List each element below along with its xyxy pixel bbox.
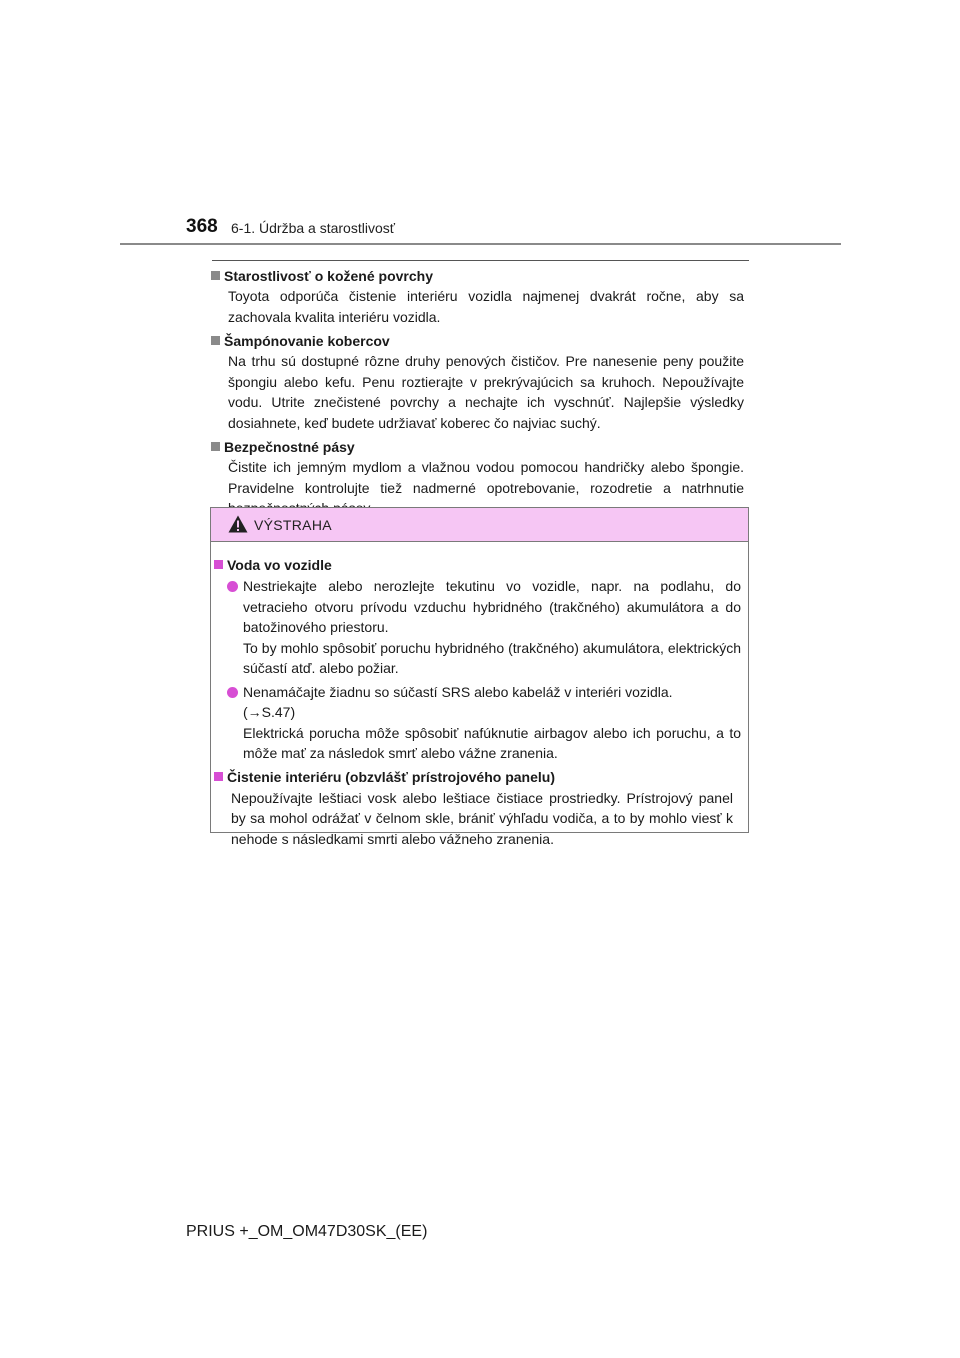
warning-triangle-icon: [228, 515, 248, 533]
warning-title: VÝSTRAHA: [254, 517, 332, 533]
content-rule: [212, 260, 749, 261]
section-heading-text: Starostlivosť o kožené povrchy: [224, 268, 433, 284]
section-heading-text: Šampónovanie kobercov: [224, 333, 390, 349]
warning-item-text: Nenamáčajte žiadnu so súčastí SRS alebo kabeláž v interiéri vozidla.: [243, 683, 673, 700]
square-bullet-icon: [211, 442, 220, 451]
warning-box: [210, 507, 749, 847]
warning-item-consequence: To by mohlo spôsobiť poruchu hybridného (trakčného) akumulátora, elektrických súčastí atď. alebo požiar.: [243, 639, 741, 676]
warning-item-text: Nestriekajte alebo nerozlejte tekutinu vo vozidle, napr. na podlahu, do vetracieho otvoru prívodu vzduchu hybridného (trakčného) akumulátora a do batožinového priestoru.: [243, 578, 741, 635]
warning-header: [211, 508, 748, 542]
section-heading: [211, 266, 744, 286]
section-body: Čistite ich jemným mydlom a vlažnou vodou pomocou handričky alebo špongie. Pravidelne kontrolujte tiež nadmerné opotrebovanie, rozodretie a natrhnutie: [228, 459, 744, 496]
warning-item: [214, 682, 741, 764]
section-leather: [211, 266, 744, 327]
section-body: Toyota odporúča čistenie interiéru vozidla najmenej dvakrát ročne, aby sa zachovala kvalita interiéru vozidla.: [228, 288, 744, 325]
square-bullet-icon: [214, 772, 223, 781]
warning-heading-text: Čistenie interiéru (obzvlášť prístrojového panelu): [227, 768, 555, 785]
warning-heading-water: [214, 555, 741, 576]
warning-heading-interior: [214, 767, 741, 788]
section-carpets: [211, 331, 744, 433]
section-heading: [211, 437, 744, 457]
header-rule: [120, 243, 841, 245]
round-bullet-icon: [227, 687, 238, 698]
round-bullet-icon: [227, 581, 238, 592]
square-bullet-icon: [214, 560, 223, 569]
warning-heading-text: Voda vo vozidle: [227, 557, 332, 573]
square-bullet-icon: [211, 336, 220, 345]
section-body: Na trhu sú dostupné rôzne druhy penových čističov. Pre nanesenie peny použite špongiu alebo kefu. Penu roztierajte v prekrývajúcich sa kruhoch. Nepoužívajte vodu. Utrite znečistené povrchy a nechajte ich vyschnúť. Najlepšie výsledky dosiahnete, keď budete udržiavať koberec čo najviac suchý.: [228, 353, 744, 431]
page-reference: (→S.47): [243, 704, 296, 720]
warning-item-consequence: Elektrická porucha môže spôsobiť nafúknutie airbagov alebo ich poruchu, a to môže mať za následok smrť alebo vážne zranenia.: [243, 724, 741, 761]
footer-document-code: PRIUS +_OM_OM47D30SK_(EE): [186, 1223, 428, 1240]
square-bullet-icon: [211, 271, 220, 280]
care-sections: [211, 266, 744, 523]
warning-body: [211, 542, 748, 849]
section-heading: [211, 331, 744, 351]
warning-paragraph: Nepoužívajte leštiaci vosk alebo leštiace čistiace prostriedky. Prístrojový panel by sa mohol odrážať v čelnom skle, brániť výhľadu vodiča, a to by mohlo viesť k nehode s následkami smrti alebo vážneho zranenia.: [231, 789, 733, 847]
page-number: 368: [186, 216, 218, 237]
warning-item: [214, 576, 741, 679]
section-heading-text: Bezpečnostné pásy: [224, 439, 355, 455]
chapter-title: 6-1. Údržba a starostlivosť: [231, 220, 395, 236]
